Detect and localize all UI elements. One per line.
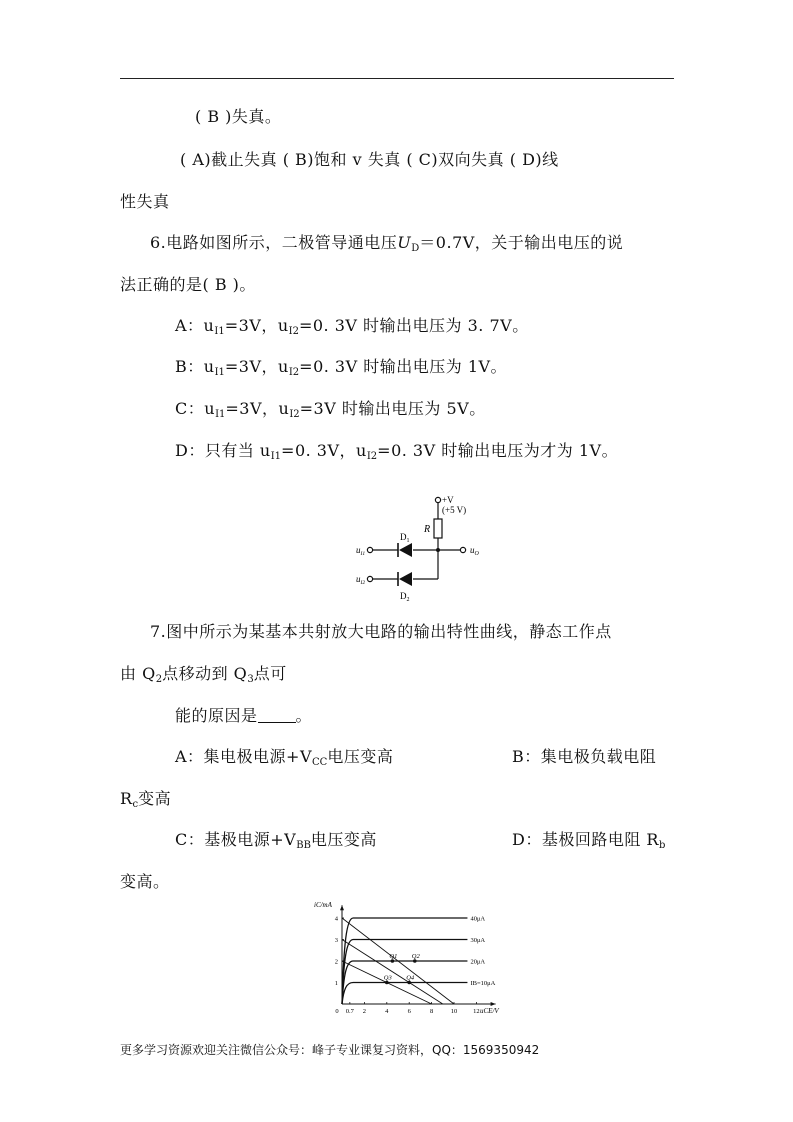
- y-tick-label: 1: [334, 980, 338, 987]
- opt-sub2: I2: [288, 367, 300, 378]
- vplus-label: +V: [442, 495, 454, 505]
- q6-stem-part-a: 6.电路如图所示，二极管导通电压: [150, 233, 398, 252]
- q7-opt-b-r: R: [120, 789, 133, 808]
- x-axis-arrow: [491, 1002, 496, 1006]
- opt-sub1: I1: [214, 326, 225, 337]
- q7-line2-c: 点可: [253, 664, 287, 683]
- load-line: [342, 940, 443, 1005]
- q7-option-b: B：集电极负载电阻: [512, 747, 657, 766]
- q6-stem-line2: 法正确的是( B )。: [120, 275, 256, 294]
- q7-opt-c-rest: 电压变高: [310, 830, 377, 849]
- d2-label: $D_2$: [400, 591, 410, 603]
- diode-d2: [398, 572, 412, 586]
- diode-d1: [398, 543, 412, 557]
- x-tick-label: 8: [429, 1008, 434, 1015]
- q5-options-cont: 性失真: [120, 192, 170, 211]
- q7-line2-sub1: 2: [155, 674, 163, 685]
- opt-sub2: I2: [366, 451, 378, 462]
- opt-rest: =0. 3V 时输出电压为才为 1V。: [377, 441, 619, 460]
- y-tick-label: 2: [334, 958, 338, 966]
- q-point-label: Q1: [389, 953, 398, 960]
- q7-opt-a-rest: 电压变高: [327, 747, 394, 766]
- q6-option-b: [175, 357, 507, 383]
- footer-note: 更多学习资源欢迎关注微信公众号：峰子专业课复习资料，QQ：1569350942: [120, 1043, 540, 1057]
- resistor-r: [434, 519, 442, 538]
- opt-rest: =3V 时输出电压为 5V。: [299, 399, 486, 418]
- q7-option-d: [512, 830, 665, 856]
- x-tick-label: 6: [407, 1008, 411, 1015]
- q7-line2-sub2: 3: [247, 674, 254, 685]
- opt-mid: =3V，u: [224, 357, 289, 376]
- opt-label: A：u: [175, 316, 215, 335]
- q7-stem-line1: 7.图中所示为某基本共射放大电路的输出特性曲线，静态工作点: [150, 622, 612, 641]
- q6-stem-part-b: ＝0.7V，关于输出电压的说: [419, 233, 624, 252]
- d1-label: $D_1$: [400, 532, 410, 544]
- opt-mid: =3V，u: [225, 399, 290, 418]
- y-tick-label: 3: [334, 937, 338, 944]
- opt-sub1: I1: [270, 451, 282, 462]
- q7-line2-b: 点移动到 Q: [162, 664, 248, 683]
- q7-stem-line2: [120, 664, 287, 690]
- q7-opt-c-text: C：基极电源+V: [175, 830, 297, 849]
- q-point-label: Q4: [406, 974, 415, 982]
- q7-option-c: [175, 830, 377, 856]
- ui1-terminal: [367, 547, 372, 552]
- q7-opt-d-sub: b: [658, 840, 666, 851]
- x-axis-label: uCE/V: [480, 1007, 499, 1015]
- opt-sub1: I1: [215, 409, 226, 420]
- q6-ud-symbol: U: [397, 233, 412, 252]
- opt-sub1: I1: [214, 367, 225, 378]
- junction-dot: [436, 548, 440, 552]
- ib-curve-label: 30μA: [470, 937, 486, 944]
- answer-blank[interactable]: [258, 706, 296, 723]
- opt-sub2: I2: [288, 326, 299, 337]
- opt-rest: =0. 3V 时输出电压为 1V。: [299, 357, 508, 376]
- opt-rest: =0. 3V 时输出电压为 3. 7V。: [298, 316, 529, 335]
- uo-label: $u_O$: [470, 545, 479, 557]
- opt-mid: =0. 3V，u: [281, 441, 367, 460]
- q-point-label: Q2: [411, 953, 420, 960]
- output-characteristic-chart: [310, 898, 500, 1020]
- q7-line3-a: 能的原因是: [175, 706, 258, 725]
- ui2-terminal: [367, 576, 372, 581]
- ib-curve-label: 40μA: [470, 915, 486, 923]
- x-tick-label: 12: [473, 1008, 480, 1015]
- x-tick-label: 2: [362, 1008, 367, 1015]
- x-tick-label: 0: [335, 1008, 339, 1015]
- diode-circuit: [340, 490, 520, 605]
- y-axis-label: iC/mA: [314, 901, 332, 909]
- resistor-label: R: [424, 524, 431, 535]
- opt-label: B：u: [175, 357, 215, 376]
- q7-option-b-cont: [120, 789, 171, 815]
- q6-option-a: [175, 316, 529, 342]
- header-rule: [120, 78, 674, 79]
- q5-answer-line: ( B )失真。: [195, 107, 282, 126]
- q6-option-d: [175, 441, 618, 467]
- ui1-label: $u_{I1}$: [356, 545, 366, 557]
- q7-opt-b-sub: c: [132, 799, 139, 810]
- ib-curve: [342, 940, 467, 1005]
- q7-line2-a: 由 Q: [120, 664, 156, 683]
- vplus-terminal: [435, 497, 440, 502]
- opt-label: C：u: [175, 399, 216, 418]
- q5-options-line: ( A)截止失真 ( B)饱和 v 失真 ( C)双向失真 ( D)线: [180, 150, 559, 169]
- q7-opt-a-text: A：集电极电源+V: [175, 747, 313, 766]
- x-tick-label: 4: [385, 1008, 389, 1015]
- opt-sub2: I2: [289, 409, 300, 420]
- y-tick-label: 4: [334, 915, 338, 923]
- q6-ud-sub: D: [411, 243, 420, 254]
- q7-opt-b-rest: 变高: [138, 789, 172, 808]
- ib-curve: [342, 983, 467, 1005]
- vvalue-label: (+5 V): [442, 505, 467, 515]
- q7-opt-a-sub: CC: [312, 757, 328, 768]
- y-axis-arrow: [340, 905, 344, 910]
- ib-curve-label: 20μA: [470, 958, 486, 966]
- ib-curve-label: IB=10μA: [470, 980, 496, 987]
- q7-line3-b: 。: [295, 706, 313, 725]
- q7-opt-d-text: D：基极回路电阻 R: [512, 830, 659, 849]
- ui2-label: $u_{I2}$: [356, 574, 366, 586]
- q6-stem-line1: [150, 233, 623, 259]
- q7-stem-line3: [175, 706, 312, 726]
- q6-option-c: [175, 399, 486, 425]
- opt-mid: =3V，u: [224, 316, 289, 335]
- q7-opt-c-sub: BB: [296, 840, 311, 851]
- q7-option-a: [175, 747, 393, 773]
- opt-label: D：只有当 u: [175, 441, 271, 460]
- x-tick-label: 0.7: [345, 1008, 354, 1015]
- q7-option-d-cont: 变高。: [120, 872, 170, 891]
- uo-terminal: [460, 547, 465, 552]
- q-point-label: Q3: [383, 974, 392, 982]
- x-tick-label: 10: [450, 1008, 458, 1015]
